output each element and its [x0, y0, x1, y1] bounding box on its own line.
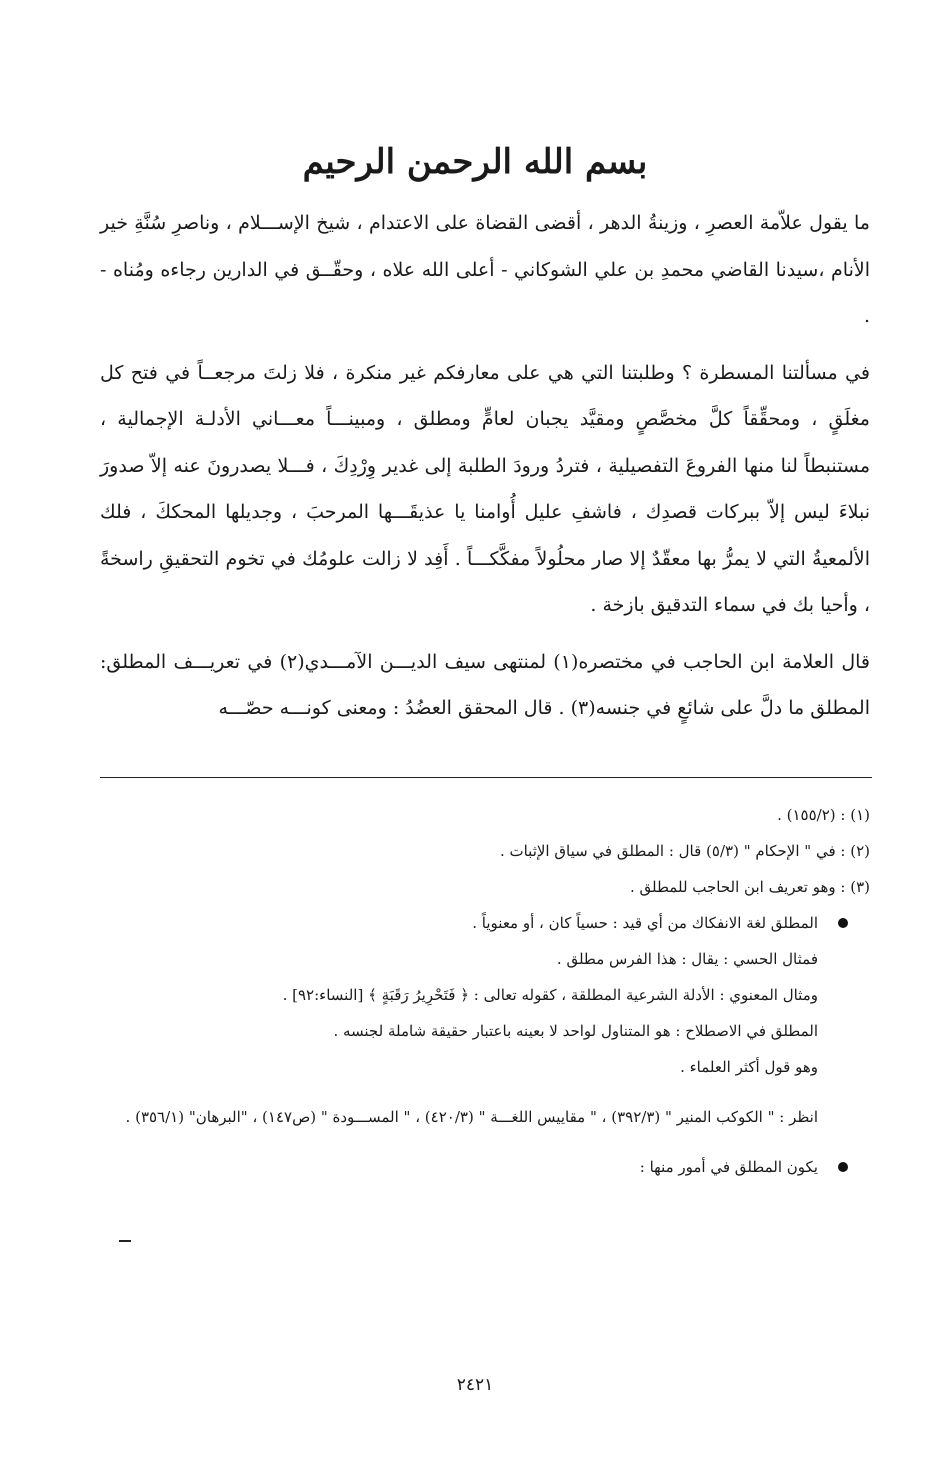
main-text [100, 200, 870, 732]
footnotes [110, 797, 870, 1185]
page-title: بسم الله الرحمن الرحيم [302, 142, 648, 182]
margin-mark [119, 1240, 131, 1242]
bullet-icon [838, 1162, 848, 1172]
footnote-majority-view: وهو قول أكثر العلماء . [680, 1058, 818, 1076]
bullet-text: المطلق لغة الانفكاك من أي قيد : حسياً كان ، أو معنوياً . [472, 914, 818, 932]
footnote-references: انظر : " الكوكب المنير " (٣٩٢/٣) ، " مقاييس اللغـــة " (٤٢٠/٣) ، " المســـودة " (ص١٤٧) ، "البرهان" (٣٥٦/١) . [125, 1108, 818, 1126]
footnote-separator [100, 777, 872, 778]
paragraph-request: في مسألتنا المسطرة ؟ وطلبتنا التي هي على معارفكم غير منكرة ، فلا زلتَ مرجعــاً في فتح كل مغلَقٍ ، ومحقِّقاً كلَّ مخصَّصٍ ومقيَّد يجبان لعامٍّ ومطلق ، ومبينـــاً معـــاني الأدلـة الإجمالية ، مستنبطاً لنا منها الفروعَ التفصيلية ، فتردُ ورودَ الطلبة إلى غدير وِرْدِكَ ، فـــلا يصدرونَ عنه إلاّ صدورَ نبلاءَ ليس إلاّ ببركات قصدِك ، فاشفِ عليل أُوامنا يا عذيقَـــها المرحبَ ، وجديلها المحككَ ، فلك الألمعيةُ التي لا يمرُّ بها معقّدٌ إلا صار محلُولاً مفكَّكـــاً . أَفِد لا زالت علومُك في تخوم التحقيقِ راسخةً ، وأحيا بك في سماء التدقيق بازخة . [100, 361, 870, 616]
paragraph-question: ما يقول علاّمة العصرِ ، وزينةُ الدهر ، أقضى القضاة على الاعتدام ، شيخ الإســـلام ، وناصرِ سُنَّةِ خير الأنام ،سيدنا القاضي محمدِ بن علي الشوكاني - أعلى الله علاه ، وحقّــق في الدارين رجاءه ومُناه - . [100, 212, 870, 327]
bullet-text: يكون المطلق في أمور منها : [639, 1158, 818, 1176]
footnote-example-sensory: فمثال الحسي : يقال : هذا الفرس مطلق . [556, 950, 818, 968]
bullet-icon [838, 918, 848, 928]
page-number: ٢٤٢١ [456, 1375, 494, 1395]
paragraph-definition: قال العلامة ابن الحاجب في مختصره(١) لمنتهى سيف الديـــن الآمـــدي(٢) في تعريـــف المطلق: المطلق ما دلَّ على شائعٍ في جنسه(٣) . قال المحقق العضُدُ : ومعنى كونـــه حصّـــه [100, 650, 871, 719]
footnote-bullet-1 [110, 905, 870, 941]
footnote-example-abstract: ومثال المعنوي : الأدلة الشرعية المطلقة ، كقوله تعالى : ﴿ فَتَحْرِيرُ رَقَبَةٍ ﴾ [النساء:٩٢] . [282, 986, 818, 1004]
footnote-1: (١) : (١٥٥/٢) . [777, 806, 870, 824]
footnote-2: (٢) : في " الإحكام " (٥/٣) قال : المطلق في سياق الإثبات . [499, 842, 870, 860]
footnote-bullet-2 [110, 1149, 870, 1185]
footnote-3: (٣) : وهو تعريف ابن الحاجب للمطلق . [629, 878, 870, 896]
footnote-term-definition: المطلق في الاصطلاح : هو المتناول لواحد لا بعينه باعتبار حقيقة شاملة لجنسه . [333, 1022, 818, 1040]
